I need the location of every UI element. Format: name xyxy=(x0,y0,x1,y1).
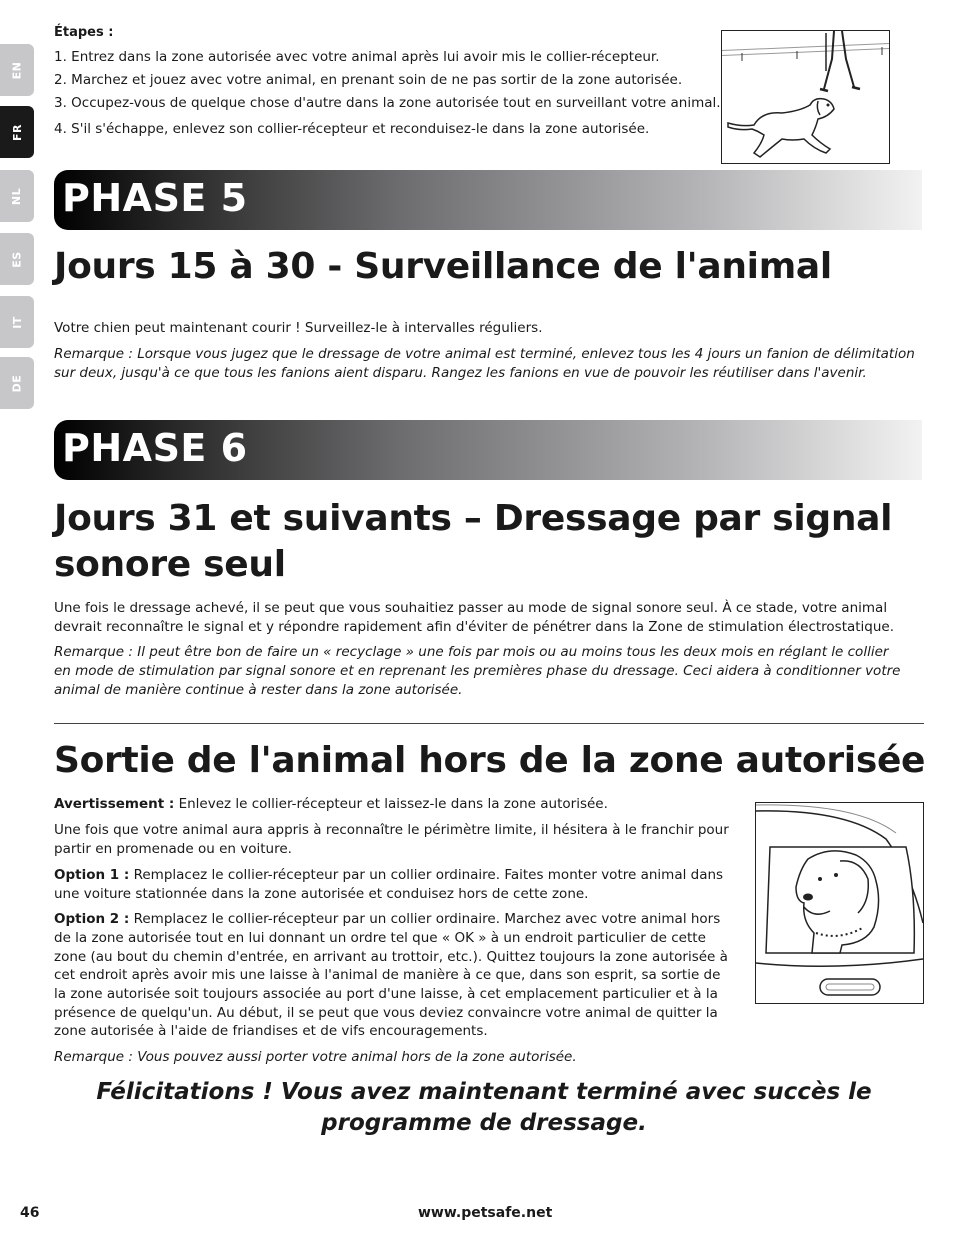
lang-tab-en[interactable] xyxy=(0,44,34,96)
exit-intro-line: Une fois que votre animal aura appris à reconnaître le périmètre limite, il hésitera à le franchir pour xyxy=(54,822,729,838)
step-item: 2. Marchez et jouez avec votre animal, en prenant soin de ne pas sortir de la zone autorisée. xyxy=(54,72,683,88)
exit-warning xyxy=(54,795,608,814)
section-divider xyxy=(54,723,924,724)
option-1-line: une voiture stationnée dans la zone autorisée et conduisez hors de cette zone. xyxy=(54,886,589,902)
page-number: 46 xyxy=(20,1205,40,1221)
phase-6-body-line: Une fois le dressage achevé, il se peut que vous souhaitiez passer au mode de signal sonore seul. À ce stade, votre animal xyxy=(54,600,888,616)
phase-6-banner-label: PHASE 6 xyxy=(62,426,248,470)
step-item: 3. Occupez-vous de quelque chose d'autre dans la zone autorisée tout en surveillant votre animal. xyxy=(54,95,721,111)
option-1-line xyxy=(54,866,723,885)
option-2-line: présence de quelqu'un. Au début, il se peut que vous deviez convaincre votre animal de quitter la xyxy=(54,1005,718,1021)
lang-tab-label: FR xyxy=(10,123,24,141)
phase-5-banner xyxy=(54,170,922,230)
lang-tab-fr[interactable] xyxy=(0,106,34,158)
step-item: 4. S'il s'échappe, enlevez son collier-récepteur et reconduisez-le dans la zone autorisée. xyxy=(54,121,650,137)
lang-tab-label: NL xyxy=(10,187,24,205)
phase-5-banner-label: PHASE 5 xyxy=(62,176,248,220)
option-2-line: cet endroit après avoir mis une laisse à l'animal de manière à ce que, dans son esprit, sa sortie de xyxy=(54,967,721,983)
option-2-line: la zone autorisée soit toujours associée au port d'une laisse, à cet emplacement particulier et à la xyxy=(54,986,718,1002)
dog-in-car-illustration xyxy=(755,802,924,1004)
congrats-line: programme de dressage. xyxy=(321,1110,647,1136)
lang-tab-label: IT xyxy=(10,315,24,329)
lang-tab-es[interactable] xyxy=(0,233,34,285)
dog-walking-illustration xyxy=(721,30,890,164)
exit-intro-line: partir en promenade ou en voiture. xyxy=(54,841,292,857)
phase-6-body-line: devrait reconnaître le signal et y répondre rapidement afin d'éviter de pénétrer dans la Zone de stimulation électrostatique. xyxy=(54,619,895,635)
phase-5-title: Jours 15 à 30 - Surveillance de l'animal xyxy=(54,246,832,287)
option-2-line: zone autorisée à l'aide de friandises et de vifs encouragements. xyxy=(54,1023,488,1039)
lang-tab-de[interactable] xyxy=(0,357,34,409)
lang-tab-nl[interactable] xyxy=(0,170,34,222)
exit-title: Sortie de l'animal hors de la zone autorisée xyxy=(54,740,926,781)
lang-tab-label: EN xyxy=(10,61,24,79)
phase-5-note-line: Remarque : Lorsque vous jugez que le dressage de votre animal est terminé, enlevez tous les 4 jours un fanion de délimitation xyxy=(54,346,915,362)
phase-6-note-line: en mode de stimulation par signal sonore et en reprenant les premières phase du dressage. Ceci aidera à conditionner votre xyxy=(54,663,901,679)
lang-tab-label: DE xyxy=(10,374,24,392)
phase-6-title-line: Jours 31 et suivants – Dressage par signal xyxy=(54,498,893,539)
website-url[interactable]: www.petsafe.net xyxy=(418,1205,553,1221)
exit-note: Remarque : Vous pouvez aussi porter votre animal hors de la zone autorisée. xyxy=(54,1049,577,1065)
phase-6-title-line: sonore seul xyxy=(54,544,286,585)
phase-6-note-line: Remarque : Il peut être bon de faire un « recyclage » une fois par mois ou au moins tous les deux mois en réglant le collier xyxy=(54,644,889,660)
phase-5-note-line: sur deux, jusqu'à ce que tous les fanions aient disparu. Rangez les fanions en vue de pouvoir les réutiliser dans l'avenir. xyxy=(54,365,867,381)
phase-6-note-line: animal de manière continue à rester dans la zone autorisée. xyxy=(54,682,463,698)
phase-5-body: Votre chien peut maintenant courir ! Surveillez-le à intervalles réguliers. xyxy=(54,320,543,336)
dog-in-car-drawing xyxy=(756,803,923,1003)
lang-tab-label: ES xyxy=(10,250,24,268)
option-1-label: Option 1 : xyxy=(54,867,130,883)
warning-text: Enlevez le collier-récepteur et laissez-le dans la zone autorisée. xyxy=(174,796,608,812)
steps-title: Étapes : xyxy=(54,25,114,40)
step-item: 1. Entrez dans la zone autorisée avec votre animal après lui avoir mis le collier-récepteur. xyxy=(54,49,660,65)
phase-6-banner xyxy=(54,420,922,480)
option-2-line: de la zone autorisée tout en lui donnant un ordre tel que « OK » à un endroit particulier de cette xyxy=(54,930,706,946)
congratulations-message xyxy=(54,1077,914,1139)
option-1-text: Remplacez le collier-récepteur par un collier ordinaire. Faites monter votre animal dans xyxy=(129,867,724,883)
option-2-label: Option 2 : xyxy=(54,911,130,927)
dog-walking-drawing xyxy=(722,31,889,163)
warning-label: Avertissement : xyxy=(54,796,175,812)
congrats-line: Félicitations ! Vous avez maintenant terminé avec succès le xyxy=(96,1079,872,1105)
option-2-line xyxy=(54,910,720,929)
option-2-text: Remplacez le collier-récepteur par un collier ordinaire. Marchez avec votre animal hors xyxy=(129,911,721,927)
option-2-line: zone (au bout du chemin d'entrée, en arrivant au trottoir, etc.). Quittez toujours la zone autorisée à xyxy=(54,949,728,965)
lang-tab-it[interactable] xyxy=(0,296,34,348)
